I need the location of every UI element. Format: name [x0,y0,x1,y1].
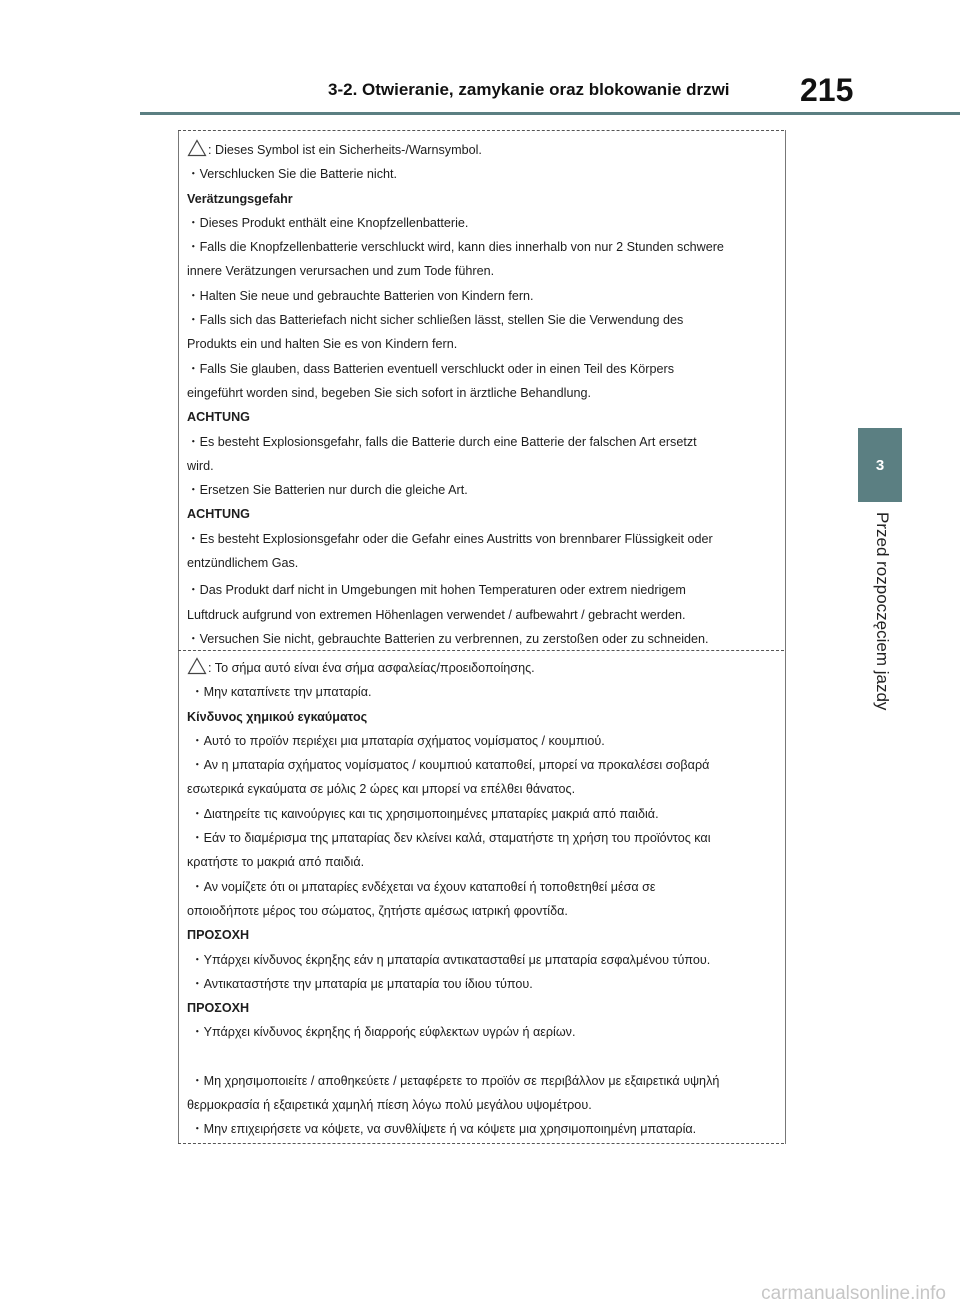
section-title: 3-2. Otwieranie, zamykanie oraz blokowanie drzwi [328,80,730,99]
warning-heading: ΠΡΟΣΟΧΗ [187,928,250,943]
text-line: ・Falls sich das Batteriefach nicht sicher schließen lässt, stellen Sie die Verwendung des [187,313,684,328]
warning-triangle-icon [187,139,207,157]
header-rule [140,112,960,115]
text-line: ・Υπάρχει κίνδυνος έκρηξης ή διαρροής εύφλεκτων υγρών ή αερίων. [191,1025,576,1040]
text-line: ・Μην καταπίνετε την μπαταρία. [191,685,372,700]
text-line: ・Αν νομίζετε ότι οι μπαταρίες ενδέχεται να έχουν καταποθεί ή τοποθετηθεί μέσα σε [191,879,656,894]
text-line: ・Es besteht Explosionsgefahr oder die Gefahr eines Austritts von brennbarer Flüssigkeit oder [187,531,713,546]
text-line: eingeführt worden sind, begeben Sie sich sofort in ärztliche Behandlung. [187,385,591,400]
box-bottom-border [178,1143,784,1144]
text-line: ・Ersetzen Sie Batterien nur durch die gleiche Art. [187,483,468,498]
text-line: ・Διατηρείτε τις καινούργιες και τις χρησιμοποιημένες μπαταρίες μακριά από παιδιά. [191,806,659,821]
warning-heading: ACHTUNG [187,410,250,425]
text-line: ・Μη χρησιμοποιείτε / αποθηκεύετε / μεταφέρετε το προϊόν σε περιβάλλον με εξαιρετικά υψηλή [191,1073,720,1088]
text-line: κρατήστε το μακριά από παιδιά. [187,855,365,870]
text-line: ・Falls die Knopfzellenbatterie verschluckt wird, kann dies innerhalb von nur 2 Stunden schwere [187,240,724,255]
text-line: εσωτερικά εγκαύματα σε μόλις 2 ώρες και μπορεί να επέλθει θάνατος. [187,782,576,797]
watermark: carmanualsonline.info [761,1283,946,1304]
chapter-tab[interactable] [858,428,902,502]
greek-warning-text [187,656,779,1142]
text-line: Produkts ein und halten Sie es von Kindern fern. [187,337,458,352]
text-line: ・Dieses Produkt enthält eine Knopfzellenbatterie. [187,215,469,230]
text-line: ・Υπάρχει κίνδυνος έκρηξης εάν η μπαταρία αντικατασταθεί με μπαταρία εσφαλμένου τύπου. [191,952,711,967]
text-line: ・Es besteht Explosionsgefahr, falls die Batterie durch eine Batterie der falschen Art ersetzt [187,434,697,449]
page-number: 215 [800,72,854,108]
text-line: θερμοκρασία ή εξαιρετικά χαμηλή πίεση λόγω πολύ μεγάλου υψομέτρου. [187,1098,592,1113]
warning-triangle-icon [187,657,207,675]
text-line: ・Falls Sie glauben, dass Batterien eventuell verschluckt oder in einen Teil des Körpers [187,361,674,376]
text-line: wird. [187,458,214,473]
text-line: ・Αντικαταστήστε την μπαταρία με μπαταρία του ίδιου τύπου. [191,976,533,991]
greek-symbol-note: : Το σήμα αυτό είναι ένα σήμα ασφαλείας/προειδοποίησης. [187,656,779,680]
text-line: ・Versuchen Sie nicht, gebrauchte Batterien zu verbrennen, zu zerstoßen oder zu schneiden. [187,631,709,646]
warning-heading: ΠΡΟΣΟΧΗ [187,1001,250,1016]
text-line: ・Αν η μπαταρία σχήματος νομίσματος / κουμπιού καταποθεί, μπορεί να προκαλέσει σοβαρά [191,758,710,773]
text-line: ・Das Produkt darf nicht in Umgebungen mit hohen Temperaturen oder extrem niedrigem [187,583,686,598]
german-symbol-note: : Dieses Symbol ist ein Sicherheits-/Warnsymbol. [187,138,779,162]
warning-heading: ACHTUNG [187,507,250,522]
german-warning-text [187,138,779,651]
text-line: ・Verschlucken Sie die Batterie nicht. [187,167,398,182]
text-line: Luftdruck aufgrund von extremen Höhenlagen verwendet / aufbewahrt / gebracht werden. [187,607,686,622]
text-line: ・Halten Sie neue und gebrauchte Batterien von Kindern fern. [187,288,534,303]
text-line: οποιοδήποτε μέρος του σώματος, ζητήστε αμέσως ιατρική φροντίδα. [187,903,568,918]
text-line: ・Μην επιχειρήσετε να κόψετε, να συνθλίψετε ή να κόψετε μια χρησιμοποιημένη μπαταρία. [191,1122,697,1137]
chapter-tab-number: 3 [875,456,885,474]
box-top-border [178,130,784,131]
chapter-label: Przed rozpoczęciem jazdy [873,512,892,711]
warning-heading: Κίνδυνος χημικού εγκαύματος [187,709,368,724]
text-line: ・Εάν το διαμέρισμα της μπαταρίας δεν κλείνει καλά, σταματήστε τη χρήση του προϊόντος και [191,831,711,846]
warning-heading: Verätzungsgefahr [187,191,293,206]
text-line: entzündlichem Gas. [187,556,299,571]
text-line: ・Αυτό το προϊόν περιέχει μια μπαταρία σχήματος νομίσματος / κουμπιού. [191,733,605,748]
text-line: innere Verätzungen verursachen und zum Tode führen. [187,264,495,279]
